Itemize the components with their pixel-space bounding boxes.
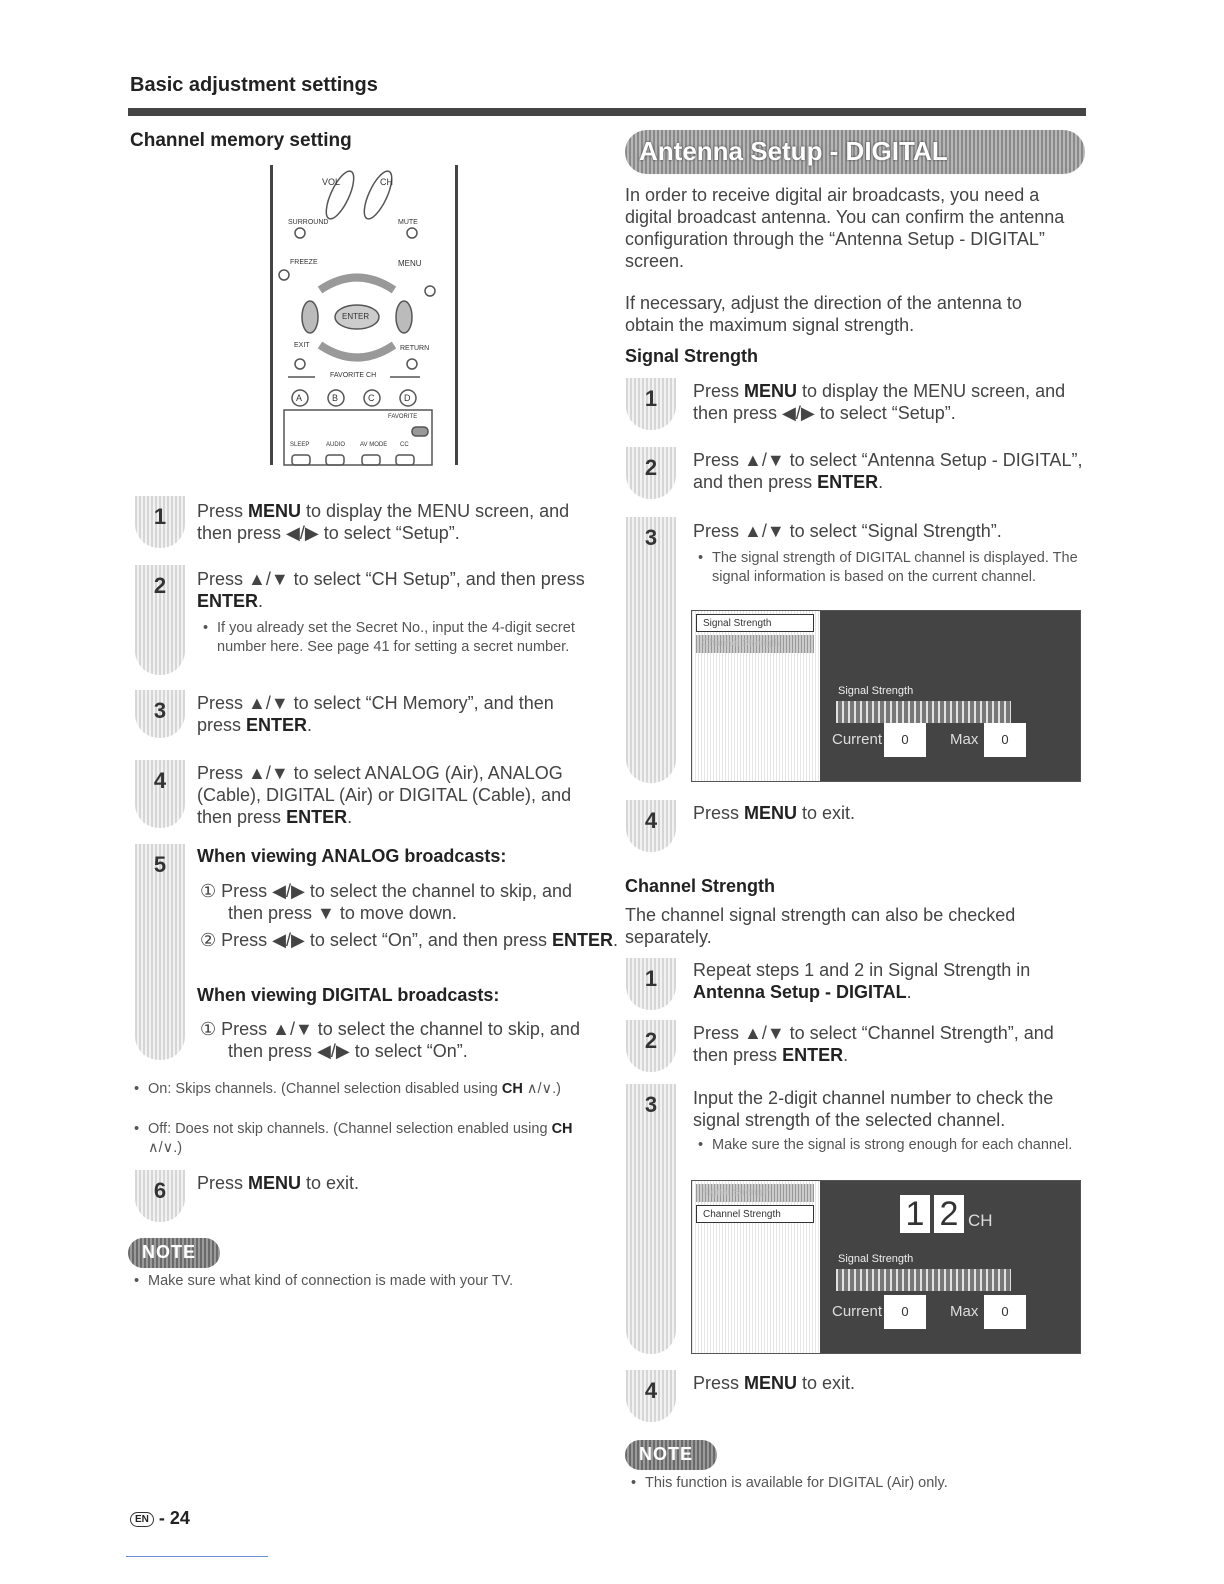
- channel-step-badge-4: 4: [626, 1370, 676, 1422]
- remote-avmode-label: AV MODE: [360, 442, 388, 448]
- step-badge-3: 3: [135, 690, 185, 738]
- screen1-max-label: Max: [950, 731, 979, 748]
- menu2-signal-strength: Signal Strength: [696, 1184, 814, 1202]
- channel-memory-title: Channel memory setting: [130, 130, 352, 151]
- remote-surround-label: SURROUND: [288, 219, 329, 226]
- signal-step-badge-1: 1: [626, 378, 676, 430]
- screen1-current-value: 0: [884, 723, 926, 757]
- remote-a-label: A: [296, 393, 303, 403]
- signal-step-3-note: • The signal strength of DIGITAL channel is displayed. The signal information is based on the current channel.: [712, 549, 1082, 587]
- left-step-6-text: Press MENU to exit.: [197, 1173, 360, 1193]
- channel-step-badge-2: 2: [626, 1020, 676, 1072]
- channel-step-2-text: Press ▲/▼ to select “Channel Strength”, and then press ENTER.: [693, 1023, 1054, 1065]
- channel-step-4-text: Press MENU to exit.: [693, 1373, 856, 1393]
- screen2-signal-bar: [836, 1269, 1011, 1291]
- remote-audio-label: AUDIO: [326, 442, 346, 448]
- analog-item-1: ① Press ◀/▶ to select the channel to skip, and then press ▼ to move down.: [200, 881, 573, 923]
- left-step-3-text: Press ▲/▼ to select “CH Memory”, and then press ENTER.: [197, 693, 554, 735]
- digital-title: When viewing DIGITAL broadcasts:: [197, 985, 500, 1005]
- signal-step-2-text: Press ▲/▼ to select “Antenna Setup - DIGITAL”, and then press ENTER.: [693, 450, 1083, 492]
- remote-c-label: C: [368, 393, 375, 403]
- screen1-signal-label: Signal Strength: [838, 685, 914, 697]
- remote-illustration: [270, 165, 455, 470]
- remote-exit-label: EXIT: [294, 342, 310, 349]
- channel-strength-screen: [691, 1180, 1081, 1354]
- screen2-signal-label: Signal Strength: [838, 1253, 914, 1265]
- signal-step-4-text: Press MENU to exit.: [693, 803, 856, 823]
- left-step-2-text: Press ▲/▼ to select “CH Setup”, and then press ENTER.: [197, 569, 585, 611]
- signal-strength-title: Signal Strength: [625, 346, 759, 366]
- antenna-setup-banner: Antenna Setup - DIGITAL: [625, 130, 1085, 174]
- remote-freeze-label: FREEZE: [290, 259, 318, 266]
- remote-menu-label: MENU: [398, 259, 422, 268]
- bullet-off: • Off: Does not skip channels. (Channel selection enabled using CH ∧/∨.): [148, 1120, 588, 1158]
- analog-title: When viewing ANALOG broadcasts:: [197, 846, 507, 866]
- menu-channel-strength: Channel Strength: [696, 635, 814, 653]
- left-step-2-note: • If you already set the Secret No., input the 4-digit secret number here. See page 41 for setting a secret number.: [217, 619, 587, 657]
- screen1-current-label: Current: [832, 731, 883, 748]
- header-rule: [128, 108, 1086, 116]
- bottom-line: [126, 1556, 268, 1557]
- remote-enter-label: ENTER: [342, 312, 370, 321]
- remote-cc-label: CC: [400, 442, 409, 448]
- remote-return-label: RETURN: [400, 345, 430, 352]
- digital-item-1: ① Press ▲/▼ to select the channel to skip, and then press ◀/▶ to select “On”.: [200, 1019, 580, 1061]
- right-note-text: • This function is available for DIGITAL (Air) only.: [645, 1474, 1065, 1493]
- lang-badge: EN: [130, 1512, 154, 1527]
- left-note-text: • Make sure what kind of connection is made with your TV.: [148, 1272, 588, 1291]
- channel-digit-1: 1: [900, 1195, 930, 1233]
- step-badge-4: 4: [135, 760, 185, 828]
- channel-step-badge-3: 3: [626, 1084, 676, 1354]
- remote-d-label: D: [404, 393, 411, 403]
- screen2-max-label: Max: [950, 1303, 979, 1320]
- left-step-1-text: Press MENU to display the MENU screen, and then press ◀/▶ to select “Setup”.: [197, 501, 570, 543]
- analog-item-2: ② Press ◀/▶ to select “On”, and then press ENTER.: [200, 930, 618, 950]
- remote-b-label: B: [332, 393, 339, 403]
- page-footer: [130, 1508, 190, 1529]
- step-badge-5: 5: [135, 844, 185, 1060]
- channel-digit-2: 2: [934, 1195, 964, 1233]
- remote-sleep-label: SLEEP: [290, 442, 310, 448]
- channel-step-3-note: • Make sure the signal is strong enough for each channel.: [712, 1136, 1082, 1155]
- channel-strength-title: Channel Strength: [625, 876, 776, 896]
- screen2-current-value: 0: [884, 1295, 926, 1329]
- step-badge-2: 2: [135, 565, 185, 675]
- signal-step-1-text: Press MENU to display the MENU screen, and then press ◀/▶ to select “Setup”.: [693, 381, 1066, 423]
- signal-step-badge-4: 4: [626, 800, 676, 852]
- screen1-max-value: 0: [984, 723, 1026, 757]
- remote-favorite-label: FAVORITE: [388, 414, 418, 420]
- channel-step-3-text: Input the 2-digit channel number to check the signal strength of the selected channel.: [693, 1088, 1054, 1130]
- step-badge-1: 1: [135, 496, 185, 548]
- antenna-intro-2: If necessary, adjust the direction of the antenna to obtain the maximum signal strength.: [625, 293, 1022, 335]
- left-step-4-text: Press ▲/▼ to select ANALOG (Air), ANALOG (Cable), DIGITAL (Air) or DIGITAL (Cable), and then press ENTER.: [197, 763, 572, 827]
- screen2-max-value: 0: [984, 1295, 1026, 1329]
- page-header-title: Basic adjustment settings: [130, 74, 378, 96]
- remote-vol-label: VOL: [322, 177, 341, 187]
- note-badge-left: NOTE: [128, 1238, 220, 1268]
- signal-step-badge-2: 2: [626, 447, 676, 499]
- signal-strength-screen: [691, 610, 1081, 782]
- page-number: - 24: [158, 1508, 190, 1528]
- menu2-channel-strength: Channel Strength: [696, 1205, 814, 1223]
- note-badge-right: NOTE: [625, 1440, 717, 1470]
- signal-step-badge-3: 3: [626, 517, 676, 783]
- signal-step-3-text: Press ▲/▼ to select “Signal Strength”.: [693, 521, 1002, 541]
- channel-step-badge-1: 1: [626, 958, 676, 1010]
- remote-favorite-ch-label: FAVORITE CH: [330, 372, 377, 379]
- screen1-signal-bar: [836, 701, 1011, 723]
- remote-ch-label: CH: [380, 177, 393, 187]
- step-badge-6: 6: [135, 1170, 185, 1222]
- channel-ch-label: CH: [968, 1211, 993, 1230]
- bullet-on: • On: Skips channels. (Channel selection disabled using CH ∧/∨.): [148, 1080, 588, 1099]
- screen2-current-label: Current: [832, 1303, 883, 1320]
- menu-signal-strength: Signal Strength: [696, 614, 814, 632]
- remote-mute-label: MUTE: [398, 219, 418, 226]
- antenna-intro-1: In order to receive digital air broadcasts, you need a digital broadcast antenna. You can confirm the antenna configuration through the “Antenna Setup - DIGITAL” screen.: [625, 185, 1065, 271]
- channel-strength-intro: The channel signal strength can also be checked separately.: [625, 905, 1016, 947]
- channel-step-1-text: Repeat steps 1 and 2 in Signal Strength in Antenna Setup - DIGITAL.: [693, 960, 1031, 1002]
